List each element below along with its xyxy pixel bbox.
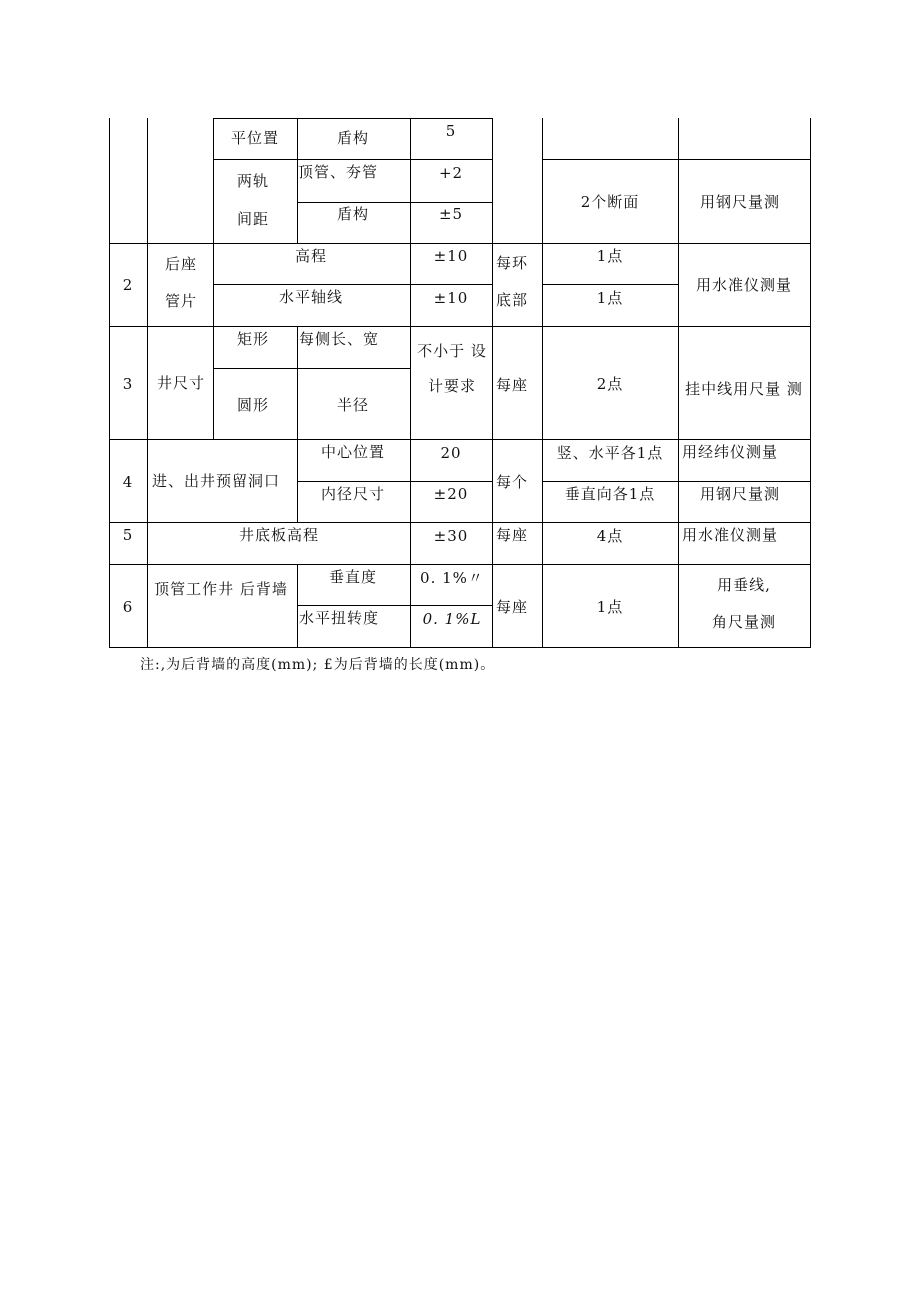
sub-item: 中心位置 bbox=[320, 443, 386, 461]
grid-line bbox=[297, 326, 298, 440]
inspection-range: 每环 bbox=[495, 254, 529, 272]
item-name: 后座 bbox=[164, 255, 198, 273]
sub-item-rail-gauge: 间距 bbox=[236, 210, 270, 228]
table-note: 注:,为后背墙的高度(mm); £为后背墙的长度(mm)。 bbox=[140, 657, 496, 673]
grid-line bbox=[213, 326, 214, 440]
row-number: 5 bbox=[122, 526, 134, 544]
inspection-count: 4点 bbox=[596, 527, 624, 545]
grid-line bbox=[542, 159, 810, 160]
inspection-count: 2个断面 bbox=[580, 193, 640, 211]
inspection-method: 用垂线, bbox=[717, 576, 771, 594]
tolerance-value: ±10 bbox=[433, 289, 469, 307]
tolerance-value: ±5 bbox=[438, 205, 464, 223]
grid-line bbox=[213, 118, 214, 244]
item-name: 顶管工作井 后背墙 bbox=[154, 580, 288, 598]
sub-item: 半径 bbox=[336, 396, 370, 414]
inspection-range: 每个 bbox=[495, 473, 529, 491]
sub-item: 水平扭转度 bbox=[298, 609, 380, 627]
tolerance-value: 0. 1%L bbox=[422, 610, 482, 628]
method-pipe-jacking: 顶管、夯管 bbox=[298, 163, 379, 181]
grid-line bbox=[109, 326, 810, 327]
grid-line bbox=[109, 564, 810, 565]
grid-line bbox=[492, 118, 493, 648]
sub-item: 水平轴线 bbox=[278, 288, 344, 306]
method-shield: 盾构 bbox=[336, 205, 370, 223]
tolerance-value: 不小于 设 bbox=[417, 342, 487, 360]
grid-line bbox=[109, 439, 810, 440]
grid-line bbox=[213, 118, 492, 119]
item-name: 井尺寸 bbox=[156, 374, 206, 392]
grid-line bbox=[147, 243, 148, 648]
row-number: 6 bbox=[122, 598, 134, 616]
inspection-count: 1点 bbox=[596, 289, 624, 307]
grid-line bbox=[297, 605, 492, 606]
inspection-count: 1点 bbox=[596, 598, 624, 616]
tolerance-value: 5 bbox=[445, 122, 457, 140]
inspection-range: 每座 bbox=[495, 526, 529, 544]
tolerance-value: ±10 bbox=[433, 247, 469, 265]
grid-line bbox=[109, 118, 110, 648]
inspection-method: 用经纬仪测量 bbox=[681, 443, 779, 461]
grid-line bbox=[213, 243, 214, 327]
grid-line bbox=[542, 481, 810, 482]
inspection-count: 2点 bbox=[596, 375, 624, 393]
grid-line bbox=[109, 647, 810, 648]
method-shield: 盾构 bbox=[336, 129, 370, 147]
grid-line bbox=[542, 284, 678, 285]
sub-item: 每侧长、宽 bbox=[298, 330, 380, 348]
grid-line bbox=[297, 439, 298, 523]
tolerance-value: 0. 1%〃 bbox=[420, 569, 484, 587]
sub-item: 垂直度 bbox=[328, 568, 378, 586]
grid-line bbox=[410, 118, 411, 648]
inspection-method: 用水准仪测量 bbox=[695, 276, 793, 294]
sub-item-rail-gauge: 两轨 bbox=[236, 172, 270, 190]
grid-line bbox=[678, 118, 679, 648]
tolerance-value: +2 bbox=[438, 164, 464, 182]
grid-line bbox=[297, 118, 298, 244]
inspection-count: 竖、水平各1点 bbox=[556, 444, 664, 462]
sub-item-plane-position: 平位置 bbox=[230, 129, 280, 147]
tolerance-value: 20 bbox=[440, 444, 462, 462]
grid-line bbox=[297, 481, 492, 482]
tolerance-value: ±20 bbox=[433, 485, 469, 503]
sub-item: 矩形 bbox=[236, 330, 270, 348]
row-number: 4 bbox=[122, 473, 134, 491]
inspection-count: 垂直向各1点 bbox=[564, 485, 656, 503]
inspection-range: 底部 bbox=[495, 291, 529, 309]
grid-line bbox=[542, 118, 543, 648]
tolerance-value: ±30 bbox=[433, 527, 469, 545]
item-name: 管片 bbox=[164, 292, 198, 310]
grid-line bbox=[109, 243, 810, 244]
sub-item: 圆形 bbox=[236, 396, 270, 414]
grid-line bbox=[213, 159, 492, 160]
inspection-method: 挂中线用尺量 测 bbox=[685, 380, 803, 398]
item-name: 进、出井预留洞口 bbox=[151, 472, 281, 490]
grid-line bbox=[297, 564, 298, 648]
tolerance-value: 计要求 bbox=[427, 377, 477, 395]
item-name: 井底板高程 bbox=[238, 526, 320, 544]
inspection-method: 用钢尺量测 bbox=[699, 193, 781, 211]
sub-item: 高程 bbox=[294, 247, 328, 265]
grid-line bbox=[147, 118, 148, 244]
grid-line bbox=[297, 202, 492, 203]
inspection-method: 角尺量测 bbox=[711, 613, 777, 631]
grid-line bbox=[213, 284, 492, 285]
inspection-method: 用水准仪测量 bbox=[681, 526, 779, 544]
grid-line bbox=[213, 368, 410, 369]
row-number: 2 bbox=[122, 276, 134, 294]
inspection-range: 每座 bbox=[495, 598, 529, 616]
grid-line bbox=[109, 522, 810, 523]
inspection-method: 用钢尺量测 bbox=[699, 485, 781, 503]
row-number: 3 bbox=[122, 375, 134, 393]
inspection-count: 1点 bbox=[596, 247, 624, 265]
grid-line bbox=[810, 118, 811, 648]
sub-item: 内径尺寸 bbox=[320, 485, 386, 503]
inspection-range: 每座 bbox=[495, 376, 529, 394]
